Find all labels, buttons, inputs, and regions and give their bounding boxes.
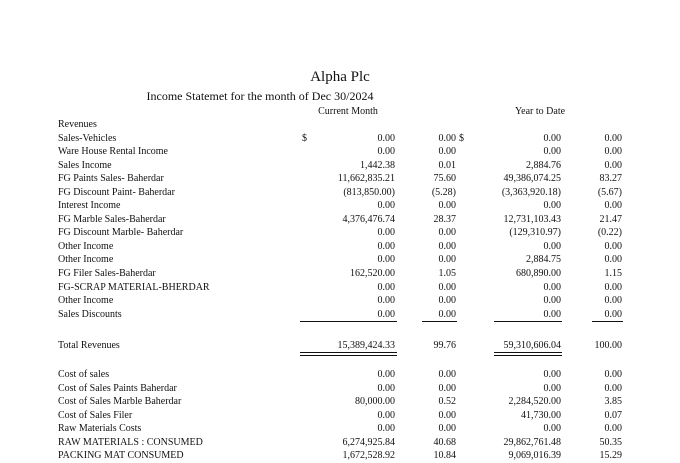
cost-of-sales-row	[0, 409, 680, 422]
ytd-percent: 0.00	[604, 281, 622, 293]
current-month-amount: 0.00	[377, 281, 395, 293]
current-month-amount: 11,662,835.21	[337, 173, 395, 185]
current-month-percent: 0.01	[438, 159, 456, 171]
ytd-percent: 15.29	[599, 450, 622, 462]
ytd-percent: 21.47	[599, 213, 622, 225]
current-month-header: Current Month	[318, 106, 378, 117]
ytd-percent: 0.00	[604, 308, 622, 320]
current-month-amount: 0.00	[377, 369, 395, 380]
revenue-row	[0, 253, 680, 266]
ytd-amount: 59,310,606.04	[503, 340, 561, 351]
row-label: Other Income	[58, 240, 114, 252]
current-month-percent: 0.00	[438, 295, 456, 307]
current-month-percent: 0.52	[438, 396, 456, 408]
currency-symbol: $	[302, 132, 307, 144]
subtotal-underline	[422, 321, 457, 322]
revenue-row	[0, 159, 680, 172]
currency-symbol: $	[459, 132, 464, 144]
ytd-amount: 41,730.00	[521, 409, 561, 421]
revenue-row	[0, 240, 680, 253]
revenue-row	[0, 145, 680, 158]
ytd-percent: 0.00	[604, 254, 622, 266]
current-month-amount: 0.00	[377, 409, 395, 421]
revenue-row	[0, 213, 680, 226]
current-month-amount: 1,672,528.92	[342, 450, 395, 462]
ytd-amount: 0.00	[543, 146, 561, 158]
cost-of-sales-row	[0, 422, 680, 435]
ytd-amount: 0.00	[543, 281, 561, 293]
ytd-amount: 9,069,016.39	[508, 450, 561, 462]
current-month-amount: (813,850.00)	[343, 186, 395, 198]
ytd-percent: 3.85	[604, 396, 622, 408]
revenue-row	[0, 226, 680, 239]
ytd-percent: (5.67)	[597, 186, 622, 198]
row-label: FG Filer Sales-Baherdar	[58, 268, 156, 279]
ytd-percent: 0.07	[604, 409, 622, 421]
total-double-underline	[300, 352, 397, 356]
ytd-amount: 0.00	[543, 423, 561, 435]
revenue-row	[0, 308, 680, 321]
row-label: FG Paints Sales- Baherdar	[58, 173, 164, 185]
cost-of-sales-row	[0, 436, 680, 449]
revenue-row	[0, 186, 680, 199]
ytd-amount: 0.00	[543, 295, 561, 307]
current-month-amount: 162,520.00	[350, 268, 395, 279]
ytd-percent: 0.00	[604, 240, 622, 252]
revenue-row	[0, 294, 680, 307]
row-label: Cost of Sales Filer	[58, 409, 133, 421]
ytd-amount: 0.00	[543, 308, 561, 320]
ytd-amount: 0.00	[543, 132, 561, 144]
current-month-percent: 0.00	[438, 382, 456, 394]
statement-title: Income Statemet for the month of Dec 30/2024	[146, 89, 374, 103]
year-to-date-header: Year to Date	[514, 106, 566, 117]
ytd-percent: 0.00	[604, 295, 622, 307]
current-month-percent: 40.68	[433, 436, 456, 448]
current-month-percent: 0.00	[438, 308, 456, 320]
current-month-amount: 0.00	[377, 227, 395, 239]
ytd-percent: 1.15	[604, 268, 622, 279]
ytd-percent: (0.22)	[597, 227, 622, 239]
row-label: Cost of Sales Marble Baherdar	[58, 396, 182, 408]
row-label: FG Discount Paint- Baherdar	[58, 186, 175, 198]
current-month-percent: 1.05	[438, 268, 456, 279]
current-month-percent: 0.00	[438, 132, 456, 144]
cost-of-sales-row	[0, 382, 680, 395]
row-label: Cost of Sales Paints Baherdar	[58, 382, 177, 394]
current-month-percent: 0.00	[438, 200, 456, 212]
current-month-percent: 0.00	[438, 281, 456, 293]
row-label: RAW MATERIALS : CONSUMED	[58, 436, 203, 448]
ytd-percent: 50.35	[599, 436, 622, 448]
current-month-amount: 0.00	[377, 132, 395, 144]
ytd-amount: 680,890.00	[516, 268, 561, 279]
current-month-amount: 0.00	[377, 308, 395, 320]
ytd-percent: 0.00	[604, 423, 622, 435]
current-month-amount: 0.00	[377, 200, 395, 212]
current-month-amount: 0.00	[377, 295, 395, 307]
current-month-amount: 0.00	[377, 254, 395, 266]
ytd-percent: 0.00	[604, 159, 622, 171]
ytd-percent: 83.27	[599, 173, 622, 185]
subtotal-underline	[494, 321, 562, 322]
current-month-amount: 0.00	[377, 240, 395, 252]
row-label: Raw Materials Costs	[58, 423, 142, 435]
row-label: PACKING MAT CONSUMED	[58, 450, 184, 462]
revenue-row	[0, 267, 680, 280]
current-month-percent: (5.28)	[431, 186, 456, 198]
current-month-percent: 0.00	[438, 146, 456, 158]
current-month-amount: 0.00	[377, 146, 395, 158]
row-label: Total Revenues	[58, 340, 120, 351]
company-name: Alpha Plc	[310, 69, 370, 85]
row-label: FG Marble Sales-Baherdar	[58, 213, 166, 225]
ytd-percent: 0.00	[604, 382, 622, 394]
total-revenues-row	[0, 339, 680, 352]
current-month-amount: 0.00	[377, 423, 395, 435]
current-month-percent: 0.00	[438, 254, 456, 266]
row-label: Cost of sales	[58, 369, 110, 380]
row-label: Other Income	[58, 254, 114, 266]
revenue-row	[0, 172, 680, 185]
revenues-section-header	[0, 118, 680, 131]
ytd-percent: 0.00	[604, 146, 622, 158]
ytd-percent: 0.00	[604, 200, 622, 212]
ytd-amount: 0.00	[543, 200, 561, 212]
ytd-amount: 29,862,761.48	[503, 436, 561, 448]
current-month-amount: 80,000.00	[355, 396, 395, 408]
revenue-row	[0, 132, 680, 145]
ytd-percent: 100.00	[594, 340, 622, 351]
current-month-percent: 10.84	[433, 450, 456, 462]
ytd-percent: 0.00	[604, 132, 622, 144]
row-label: Interest Income	[58, 200, 121, 212]
current-month-percent: 0.00	[438, 409, 456, 421]
current-month-percent: 99.76	[433, 340, 456, 351]
ytd-percent: 0.00	[604, 369, 622, 380]
current-month-amount: 15,389,424.33	[337, 340, 395, 351]
current-month-amount: 4,376,476.74	[342, 213, 395, 225]
ytd-amount: 2,284,520.00	[508, 396, 561, 408]
current-month-percent: 28.37	[433, 213, 456, 225]
current-month-percent: 0.00	[438, 227, 456, 239]
row-label: Other Income	[58, 295, 114, 307]
cost-of-sales-row	[0, 395, 680, 408]
subtotal-underline	[592, 321, 623, 322]
row-label: Sales Discounts	[58, 308, 122, 320]
ytd-amount: 12,731,103.43	[503, 213, 561, 225]
ytd-amount: (3,363,920.18)	[501, 186, 561, 198]
revenue-row	[0, 281, 680, 294]
ytd-amount: (129,310.97)	[509, 227, 561, 239]
row-label: FG Discount Marble- Baherdar	[58, 227, 184, 239]
current-month-amount: 0.00	[377, 382, 395, 394]
ytd-amount: 2,884.76	[526, 159, 561, 171]
current-month-percent: 0.00	[438, 423, 456, 435]
row-label: Sales-Vehicles	[58, 132, 117, 144]
current-month-amount: 1,442.38	[360, 159, 395, 171]
ytd-amount: 0.00	[543, 240, 561, 252]
current-month-amount: 6,274,925.84	[342, 436, 395, 448]
row-label: FG-SCRAP MATERIAL-BHERDAR	[58, 281, 210, 293]
current-month-percent: 0.00	[438, 369, 456, 380]
ytd-amount: 0.00	[543, 382, 561, 394]
row-label: Ware House Rental Income	[58, 146, 168, 158]
ytd-amount: 49,386,074.25	[503, 173, 561, 185]
ytd-amount: 2,884.75	[526, 254, 561, 266]
revenue-row	[0, 199, 680, 212]
current-month-percent: 0.00	[438, 240, 456, 252]
row-label: Sales Income	[58, 159, 112, 171]
section-label: Revenues	[58, 119, 97, 130]
cost-of-sales-row	[0, 368, 680, 381]
current-month-percent: 75.60	[433, 173, 456, 185]
subtotal-underline	[300, 321, 397, 322]
ytd-amount: 0.00	[543, 369, 561, 380]
total-double-underline	[494, 352, 562, 356]
cost-of-sales-row	[0, 449, 680, 462]
